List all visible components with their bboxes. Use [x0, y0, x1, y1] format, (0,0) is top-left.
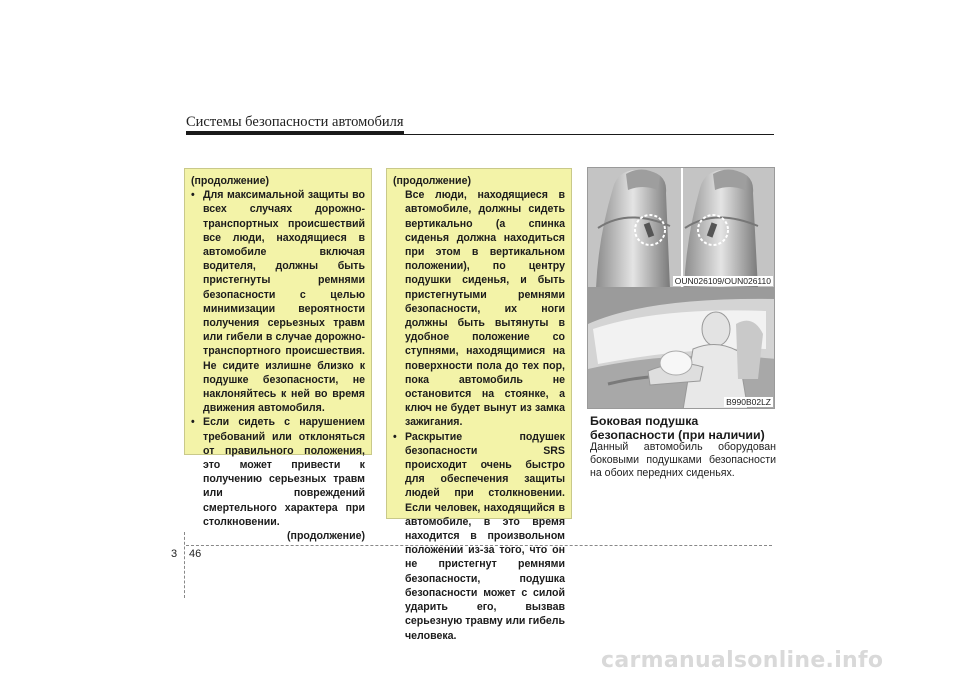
footer-vertical-rule	[184, 532, 185, 598]
side-airbag-cabin-photo	[587, 288, 775, 409]
page-header-title: Системы безопасности автомобиля	[186, 114, 404, 130]
footer-rule	[186, 545, 772, 546]
warning-item: • Раскрытие подушек безопасности SRS происходит очень быстро для обеспечения защиты людей при столкновении. Если человек, находящийся в автомобиле, в это время находится в произвольном положении из-за того, что он не пристегнут ремнями безопасности, подушка безопасности может с силой ударить его, вызвав серьезную травму или гибель человека.	[393, 430, 565, 643]
seats-illustration	[588, 168, 775, 288]
warning-paragraph: Все люди, находящиеся в автомобиле, должны сидеть вертикально (а спинка сиденья должна находиться при этом в вертикальном положении), по центру подушки сиденья, и быть пристегнутыми ремнями безопасности, их ноги должны быть вытянуты в удобное положение со ступнями, находящимися на поверхности пола до тех пор, пока автомобиль не остановится на стоянке, а ключ не будет вынут из замка зажигания.	[405, 189, 565, 429]
cabin-illustration	[588, 289, 775, 409]
side-airbag-seats-photo	[587, 167, 775, 288]
section-title: Боковая подушка безопасности (при наличии)	[590, 414, 765, 442]
warning-box-left	[184, 168, 372, 543]
continued-label: (продолжение)	[393, 175, 471, 187]
header-rule	[186, 134, 774, 135]
continued-label: (продолжение)	[287, 530, 365, 543]
page-number: 46	[189, 548, 202, 560]
continued-label: (продолжение)	[191, 175, 269, 187]
watermark: carmanualsonline.info	[601, 648, 884, 673]
chapter-number: 3	[171, 548, 178, 560]
warning-item: • Если сидеть с нарушением требований или отклоняться от правильного положения, это может привести к получению серьезных травм или повреждений смертельного характера при столкновении.	[191, 415, 365, 529]
figure-code: OUN026109/OUN026110	[674, 276, 771, 286]
figure-code: B990B02LZ	[726, 397, 771, 407]
section-body: Данный автомобиль оборудован боковыми подушками безопасности на обоих передних сиденьях.	[590, 441, 776, 479]
warning-box-middle	[386, 168, 572, 642]
warning-item: • Для максимальной защиты во всех случаях дорожно-транспортных происшествий все люди, находящиеся в автомобиле включая водителя, должны быть пристегнуты ремнями безопасности с целью минимизации вероятности получения серьезных травм или гибели в случае дорожно-транспортного происшествия. Не сидите излишне близко к подушке безопасности, не наклоняйтесь к ней во время движения автомобиля.	[191, 188, 365, 415]
